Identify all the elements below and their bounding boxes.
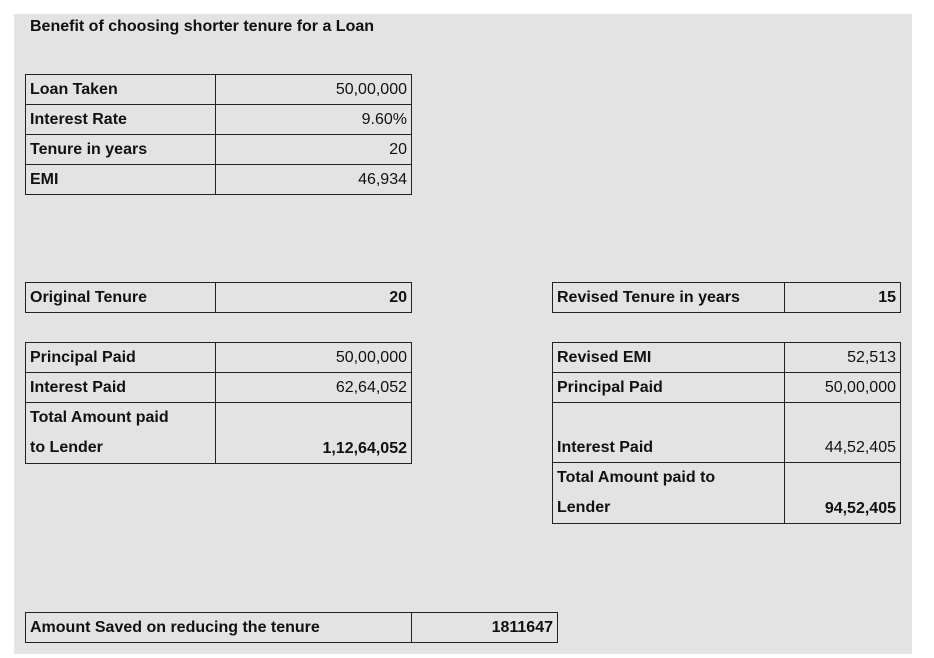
original-tenure-value[interactable]: 20 (216, 283, 412, 313)
revised-total-label-line2: Lender (557, 499, 611, 516)
loan-taken-label[interactable]: Loan Taken (26, 75, 216, 105)
original-tenure-label[interactable]: Original Tenure (26, 283, 216, 313)
revised-emi-value[interactable]: 52,513 (785, 343, 901, 373)
original-principal-value[interactable]: 50,00,000 (216, 343, 412, 373)
original-interest-label[interactable]: Interest Paid (26, 373, 216, 403)
emi-label[interactable]: EMI (26, 165, 216, 195)
amount-saved-label[interactable]: Amount Saved on reducing the tenure (26, 613, 412, 643)
table-row (26, 403, 412, 464)
original-breakdown-table (25, 342, 412, 464)
table-row (26, 105, 412, 135)
revised-tenure-label[interactable]: Revised Tenure in years (553, 283, 785, 313)
tenure-label[interactable]: Tenure in years (26, 135, 216, 165)
revised-principal-value[interactable]: 50,00,000 (785, 373, 901, 403)
original-total-value[interactable]: 1,12,64,052 (216, 403, 412, 464)
revised-interest-value[interactable]: 44,52,405 (785, 403, 901, 463)
interest-rate-label[interactable]: Interest Rate (26, 105, 216, 135)
table-row (553, 343, 901, 373)
table-row (26, 135, 412, 165)
table-row (553, 283, 901, 313)
interest-rate-value[interactable]: 9.60% (216, 105, 412, 135)
table-row (26, 75, 412, 105)
original-total-label[interactable] (26, 403, 216, 464)
revised-tenure-value[interactable]: 15 (785, 283, 901, 313)
sheet-title: Benefit of choosing shorter tenure for a Loan (30, 18, 375, 35)
revised-total-label[interactable] (553, 463, 785, 524)
table-row (553, 403, 901, 463)
table-row (553, 463, 901, 524)
table-row (26, 373, 412, 403)
revised-principal-label[interactable]: Principal Paid (553, 373, 785, 403)
revised-total-label-line1: Total Amount paid to (557, 469, 716, 486)
table-row (26, 613, 558, 643)
loan-inputs-table (25, 74, 412, 195)
table-row (26, 343, 412, 373)
spreadsheet-area (14, 14, 912, 654)
amount-saved-value[interactable]: 1811647 (412, 613, 558, 643)
revised-tenure-table (552, 282, 901, 313)
table-row (26, 165, 412, 195)
original-interest-value[interactable]: 62,64,052 (216, 373, 412, 403)
table-row (26, 283, 412, 313)
emi-value[interactable]: 46,934 (216, 165, 412, 195)
tenure-value[interactable]: 20 (216, 135, 412, 165)
original-total-label-line2: to Lender (30, 439, 103, 456)
original-tenure-table (25, 282, 412, 313)
original-principal-label[interactable]: Principal Paid (26, 343, 216, 373)
original-total-label-line1: Total Amount paid (30, 409, 169, 426)
revised-emi-label[interactable]: Revised EMI (553, 343, 785, 373)
table-row (553, 373, 901, 403)
revised-total-value[interactable]: 94,52,405 (785, 463, 901, 524)
savings-table (25, 612, 558, 643)
revised-interest-label[interactable]: Interest Paid (553, 403, 785, 463)
revised-breakdown-table (552, 342, 901, 524)
loan-taken-value[interactable]: 50,00,000 (216, 75, 412, 105)
